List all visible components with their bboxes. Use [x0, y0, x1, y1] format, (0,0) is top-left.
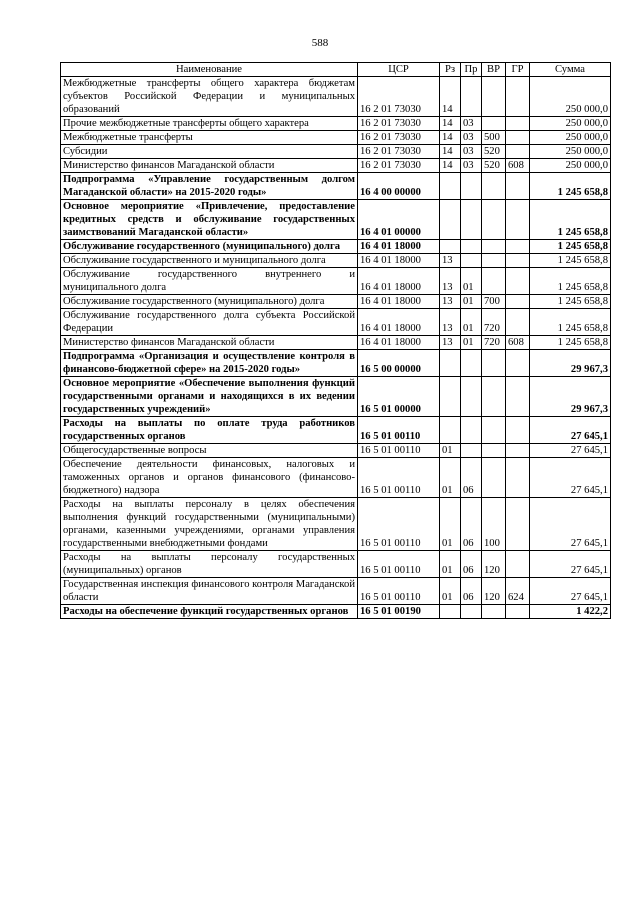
cell-pr: 03: [461, 117, 482, 131]
cell-vr: [482, 444, 506, 458]
cell-rz: [440, 377, 461, 417]
header-rz: Рз: [440, 63, 461, 77]
table-row: [61, 350, 611, 377]
cell-csr: 16 4 00 00000: [358, 173, 440, 200]
cell-csr: 16 2 01 73030: [358, 131, 440, 145]
table-row: [61, 458, 611, 498]
cell-sum: 1 245 658,8: [530, 173, 611, 200]
cell-vr: [482, 417, 506, 444]
cell-sum: 27 645,1: [530, 498, 611, 551]
cell-rz: 13: [440, 295, 461, 309]
cell-vr: [482, 350, 506, 377]
cell-rz: 14: [440, 77, 461, 117]
cell-pr: [461, 240, 482, 254]
cell-vr: [482, 268, 506, 295]
cell-gr: [506, 605, 530, 619]
cell-csr: 16 4 01 18000: [358, 295, 440, 309]
cell-sum: 27 645,1: [530, 444, 611, 458]
cell-gr: [506, 417, 530, 444]
cell-sum: 1 422,2: [530, 605, 611, 619]
cell-rz: 14: [440, 159, 461, 173]
cell-csr: 16 5 01 00110: [358, 498, 440, 551]
table-row: [61, 578, 611, 605]
page-number: 588: [311, 37, 329, 49]
cell-pr: 06: [461, 551, 482, 578]
cell-vr: 520: [482, 159, 506, 173]
cell-sum: 250 000,0: [530, 77, 611, 117]
cell-name: Межбюджетные трансферты общего характера бюджетам субъектов Российской Федерации и муниципальных образований: [61, 77, 358, 117]
cell-pr: 06: [461, 458, 482, 498]
cell-rz: 01: [440, 498, 461, 551]
cell-pr: 03: [461, 159, 482, 173]
cell-sum: 250 000,0: [530, 117, 611, 131]
cell-pr: [461, 377, 482, 417]
cell-sum: 1 245 658,8: [530, 309, 611, 336]
cell-name: Обеспечение деятельности финансовых, налоговых и таможенных органов и органов финансового (финансово-бюджетного) надзора: [61, 458, 358, 498]
table-row: [61, 268, 611, 295]
cell-csr: 16 5 00 00000: [358, 350, 440, 377]
cell-name: Подпрограмма «Управление государственным долгом Магаданской области» на 2015-2020 годы»: [61, 173, 358, 200]
cell-sum: 1 245 658,8: [530, 200, 611, 240]
table-row: [61, 131, 611, 145]
cell-rz: [440, 350, 461, 377]
cell-vr: [482, 173, 506, 200]
cell-csr: 16 4 01 18000: [358, 268, 440, 295]
cell-vr: [482, 77, 506, 117]
cell-sum: 1 245 658,8: [530, 240, 611, 254]
table-row: [61, 295, 611, 309]
cell-rz: [440, 240, 461, 254]
cell-sum: 1 245 658,8: [530, 268, 611, 295]
cell-gr: 608: [506, 159, 530, 173]
cell-gr: [506, 551, 530, 578]
cell-rz: 14: [440, 145, 461, 159]
table-row: [61, 444, 611, 458]
cell-name: Обслуживание государственного (муниципального) долга: [61, 295, 358, 309]
cell-pr: 06: [461, 498, 482, 551]
cell-name: Обслуживание государственного и муниципального долга: [61, 254, 358, 268]
table-row: [61, 240, 611, 254]
cell-pr: [461, 417, 482, 444]
cell-name: Обслуживание государственного внутреннего и муниципального долга: [61, 268, 358, 295]
cell-csr: 16 4 01 18000: [358, 254, 440, 268]
cell-csr: 16 5 01 00110: [358, 551, 440, 578]
table-header-row: [61, 63, 611, 77]
cell-csr: 16 4 01 00000: [358, 200, 440, 240]
cell-gr: [506, 268, 530, 295]
header-sum: Сумма: [530, 63, 611, 77]
cell-rz: 01: [440, 578, 461, 605]
cell-sum: 27 645,1: [530, 458, 611, 498]
cell-sum: 1 245 658,8: [530, 254, 611, 268]
table-row: [61, 173, 611, 200]
cell-name: Общегосударственные вопросы: [61, 444, 358, 458]
table-row: [61, 551, 611, 578]
cell-name: Расходы на обеспечение функций государственных органов: [61, 605, 358, 619]
cell-sum: 1 245 658,8: [530, 295, 611, 309]
cell-pr: [461, 605, 482, 619]
header-csr: ЦСР: [358, 63, 440, 77]
cell-name: Государственная инспекция финансового контроля Магаданской области: [61, 578, 358, 605]
cell-vr: [482, 240, 506, 254]
table-row: [61, 145, 611, 159]
cell-gr: [506, 377, 530, 417]
cell-name: Министерство финансов Магаданской области: [61, 336, 358, 350]
cell-sum: 1 245 658,8: [530, 336, 611, 350]
cell-sum: 27 645,1: [530, 551, 611, 578]
cell-vr: 500: [482, 131, 506, 145]
cell-csr: 16 5 01 00110: [358, 444, 440, 458]
cell-rz: 01: [440, 444, 461, 458]
cell-pr: [461, 77, 482, 117]
cell-rz: 13: [440, 309, 461, 336]
cell-gr: [506, 309, 530, 336]
cell-gr: 624: [506, 578, 530, 605]
cell-vr: 120: [482, 551, 506, 578]
cell-pr: 01: [461, 309, 482, 336]
cell-vr: [482, 377, 506, 417]
cell-pr: 03: [461, 131, 482, 145]
cell-vr: 120: [482, 578, 506, 605]
cell-csr: 16 2 01 73030: [358, 117, 440, 131]
budget-table: [60, 62, 611, 619]
cell-pr: [461, 200, 482, 240]
cell-vr: 100: [482, 498, 506, 551]
cell-pr: [461, 444, 482, 458]
cell-rz: [440, 605, 461, 619]
cell-vr: [482, 605, 506, 619]
table-row: [61, 77, 611, 117]
table-row: [61, 159, 611, 173]
cell-rz: 01: [440, 551, 461, 578]
cell-rz: 14: [440, 131, 461, 145]
cell-gr: [506, 131, 530, 145]
cell-vr: [482, 200, 506, 240]
table-body: [61, 77, 611, 619]
cell-pr: [461, 173, 482, 200]
cell-gr: [506, 117, 530, 131]
cell-name: Прочие межбюджетные трансферты общего характера: [61, 117, 358, 131]
cell-rz: 13: [440, 268, 461, 295]
cell-pr: 03: [461, 145, 482, 159]
table-row: [61, 336, 611, 350]
cell-sum: 27 645,1: [530, 578, 611, 605]
cell-name: Основное мероприятие «Обеспечение выполнения функций государственными органами и находящихся в их ведении государственных учреждений»: [61, 377, 358, 417]
cell-gr: [506, 145, 530, 159]
cell-pr: [461, 350, 482, 377]
cell-csr: 16 5 01 00110: [358, 578, 440, 605]
cell-gr: [506, 77, 530, 117]
cell-pr: 01: [461, 268, 482, 295]
cell-csr: 16 2 01 73030: [358, 77, 440, 117]
cell-gr: 608: [506, 336, 530, 350]
table-row: [61, 309, 611, 336]
cell-vr: 720: [482, 336, 506, 350]
cell-gr: [506, 458, 530, 498]
cell-csr: 16 2 01 73030: [358, 159, 440, 173]
cell-vr: [482, 254, 506, 268]
cell-csr: 16 5 01 00110: [358, 458, 440, 498]
cell-csr: 16 4 01 18000: [358, 309, 440, 336]
cell-gr: [506, 295, 530, 309]
table-row: [61, 117, 611, 131]
cell-name: Подпрограмма «Организация и осуществление контроля в финансово-бюджетной сфере» на 2015-2020 годы»: [61, 350, 358, 377]
cell-pr: 01: [461, 336, 482, 350]
header-vr: ВР: [482, 63, 506, 77]
cell-rz: 13: [440, 336, 461, 350]
cell-gr: [506, 173, 530, 200]
cell-gr: [506, 350, 530, 377]
table-row: [61, 605, 611, 619]
header-pr: Пр: [461, 63, 482, 77]
cell-rz: [440, 417, 461, 444]
cell-sum: 29 967,3: [530, 377, 611, 417]
cell-vr: [482, 117, 506, 131]
cell-sum: 29 967,3: [530, 350, 611, 377]
cell-name: Министерство финансов Магаданской области: [61, 159, 358, 173]
cell-sum: 250 000,0: [530, 131, 611, 145]
cell-name: Межбюджетные трансферты: [61, 131, 358, 145]
cell-sum: 250 000,0: [530, 159, 611, 173]
cell-name: Расходы на выплаты персоналу государственных (муниципальных) органов: [61, 551, 358, 578]
cell-name: Основное мероприятие «Привлечение, предоставление кредитных средств и обслуживание государственных заимствований Магаданской области»: [61, 200, 358, 240]
cell-rz: [440, 200, 461, 240]
table-row: [61, 498, 611, 551]
table-row: [61, 377, 611, 417]
cell-name: Расходы на выплаты по оплате труда работников государственных органов: [61, 417, 358, 444]
table-row: [61, 417, 611, 444]
cell-rz: [440, 173, 461, 200]
cell-rz: 13: [440, 254, 461, 268]
cell-pr: [461, 254, 482, 268]
cell-csr: 16 2 01 73030: [358, 145, 440, 159]
table-row: [61, 254, 611, 268]
cell-csr: 16 5 01 00190: [358, 605, 440, 619]
cell-gr: [506, 444, 530, 458]
cell-gr: [506, 254, 530, 268]
cell-pr: 01: [461, 295, 482, 309]
cell-csr: 16 5 01 00000: [358, 377, 440, 417]
cell-name: Субсидии: [61, 145, 358, 159]
cell-rz: 01: [440, 458, 461, 498]
cell-vr: 700: [482, 295, 506, 309]
cell-csr: 16 5 01 00110: [358, 417, 440, 444]
cell-vr: 520: [482, 145, 506, 159]
cell-csr: 16 4 01 18000: [358, 240, 440, 254]
cell-vr: 720: [482, 309, 506, 336]
cell-sum: 27 645,1: [530, 417, 611, 444]
cell-name: Обслуживание государственного (муниципального) долга: [61, 240, 358, 254]
cell-gr: [506, 498, 530, 551]
table-row: [61, 200, 611, 240]
cell-csr: 16 4 01 18000: [358, 336, 440, 350]
header-gr: ГР: [506, 63, 530, 77]
cell-sum: 250 000,0: [530, 145, 611, 159]
cell-gr: [506, 240, 530, 254]
cell-rz: 14: [440, 117, 461, 131]
cell-vr: [482, 458, 506, 498]
cell-name: Обслуживание государственного долга субъекта Российской Федерации: [61, 309, 358, 336]
cell-gr: [506, 200, 530, 240]
cell-pr: 06: [461, 578, 482, 605]
header-name: Наименование: [61, 63, 358, 77]
cell-name: Расходы на выплаты персоналу в целях обеспечения выполнения функций государственными (муниципальными) органами, казенными учреждениями, органами управления государственными внебюджетными фондами: [61, 498, 358, 551]
